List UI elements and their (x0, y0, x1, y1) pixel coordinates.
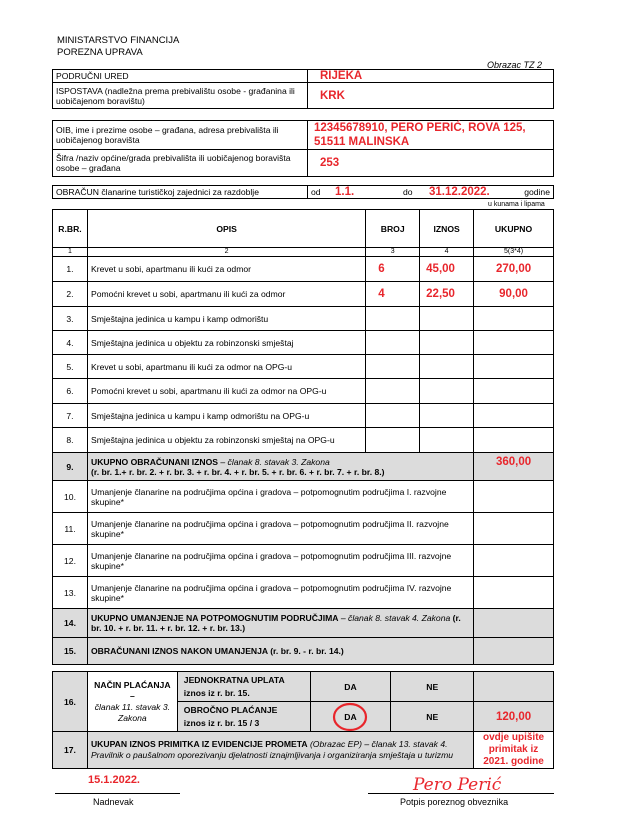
table-row (53, 331, 554, 355)
form-code: Obrazac TZ 2 (487, 60, 543, 70)
office-label: PODRUČNI URED (53, 70, 308, 83)
reduction-total-value[interactable] (474, 609, 554, 638)
row-amount[interactable] (420, 379, 474, 404)
signature-line (368, 793, 554, 794)
reduction-total-row (53, 609, 554, 638)
taxpayer-label: OIB, ime i prezime osobe – građana, adresa prebivališta ili uobičajenog boravišta (53, 121, 308, 150)
row-quantity[interactable] (366, 355, 420, 379)
ministry-title: MINISTARSTVO FINANCIJA (57, 35, 180, 46)
reduction-total-title: UKUPNO UMANJENJE NA POTPOMOGNUTIM PODRUČJIMA (90, 613, 339, 623)
col-number-2: 2 (87, 248, 365, 257)
row-quantity[interactable]: 6 (366, 257, 420, 282)
date-line (55, 793, 180, 794)
total-title: UKUPNO OBRAČUNANI IZNOS (90, 456, 218, 467)
total-value[interactable]: 360,00 (474, 453, 554, 481)
installment-label (177, 702, 310, 732)
period-from-value[interactable]: 1.1. (332, 186, 400, 199)
row-description: Krevet u sobi, apartmanu ili kući za odmor (87, 257, 365, 282)
period-from-label: od (308, 186, 333, 199)
row-number: 4. (53, 331, 88, 355)
col-header-opis: OPIS (87, 210, 365, 248)
row-description: Krevet u sobi, apartmanu ili kući za odmor na OPG-u (87, 355, 365, 379)
receipts-reference: (Obrazac EP) – članak 13. stavak 4. Pravilnik o paušalnom oporezivanju djelatnosti iznajmljivanja i organiziranja smještaja u turizmu (90, 739, 454, 760)
row-total[interactable] (474, 481, 554, 513)
receipts-description (87, 732, 473, 769)
row-amount[interactable] (420, 307, 474, 331)
taxpayer-table (52, 120, 554, 177)
net-amount-formula: (r. br. 9. - r. br. 14.) (267, 646, 344, 656)
table-row (53, 404, 554, 428)
row-number: 6. (53, 379, 88, 404)
row-description: Umanjenje članarine na područjima općina i gradova – potpomognutim područjima I. razvojne skupine* (87, 481, 473, 513)
municipality-value[interactable]: 253 (308, 150, 554, 177)
row-description: Smještajna jedinica u objektu za robinzonski smještaj (87, 331, 365, 355)
row-number: 13. (53, 577, 88, 609)
table-row (53, 428, 554, 453)
office-table (52, 69, 554, 109)
table-row (53, 257, 554, 282)
total-description (87, 453, 473, 481)
col-header-ukupno: UKUPNO (474, 210, 554, 248)
receipts-title: UKUPAN IZNOS PRIMITKA IZ EVIDENCIJE PROMETA (90, 739, 308, 749)
col-number-1: 1 (53, 248, 88, 257)
single-payment-ne-option[interactable]: NE (391, 672, 474, 702)
row-total[interactable] (474, 545, 554, 577)
row-description: Pomoćni krevet u sobi, apartmanu ili kući za odmor (87, 282, 365, 307)
office-value[interactable]: RIJEKA (308, 70, 554, 83)
row-amount[interactable] (420, 404, 474, 428)
single-payment-label (177, 672, 310, 702)
row-quantity[interactable]: 4 (366, 282, 420, 307)
row-number: 11. (53, 513, 88, 545)
period-to-label: do (400, 186, 426, 199)
payment-method-label (87, 672, 177, 732)
row-description: Umanjenje članarine na područjima općina i gradova – potpomognutim područjima III. razvojne skupine* (87, 545, 473, 577)
table-row (53, 355, 554, 379)
row-total[interactable] (474, 513, 554, 545)
reduction-total-reference: – članak 8. stavak 4. Zakona (338, 613, 451, 623)
net-amount-title: OBRAČUNANI IZNOS NAKON UMANJENJA (90, 646, 268, 656)
single-payment-sub: iznos iz r. br. 15. (183, 687, 250, 698)
table-row (53, 545, 554, 577)
total-reference: – članak 8. stavak 3. Zakona (217, 456, 330, 467)
row-number: 3. (53, 307, 88, 331)
single-payment-da-option[interactable]: DA (310, 672, 391, 702)
row-number: 7. (53, 404, 88, 428)
row-total[interactable] (474, 404, 554, 428)
taxpayer-value[interactable] (308, 121, 554, 150)
row-number: 12. (53, 545, 88, 577)
table-row (53, 282, 554, 307)
row-total[interactable] (474, 307, 554, 331)
row-number: 16. (53, 672, 88, 732)
row-quantity[interactable] (366, 428, 420, 453)
row-number: 1. (53, 257, 88, 282)
municipality-label: Šifra /naziv općine/grada prebivališta ili uobičajenog boravišta osobe – građana (53, 150, 308, 177)
row-number: 5. (53, 355, 88, 379)
table-row (53, 481, 554, 513)
row-number: 17. (53, 732, 88, 769)
currency-note: u kunama i lipama (488, 201, 545, 208)
taxpayer-value-line2: 51511 MALINSKA (314, 136, 410, 148)
row-number: 2. (53, 282, 88, 307)
signature-label: Potpis poreznog obveznika (400, 797, 509, 807)
row-amount[interactable]: 45,00 (420, 257, 474, 282)
branch-label: ISPOSTAVA (nadležna prema prebivalištu osobe - građanina ili uobičajenom boravištu) (53, 83, 308, 109)
payment-method-reference: članak 11. stavak 3. Zakona (94, 701, 171, 723)
col-header-rbr: R.BR. (53, 210, 88, 248)
col-number-3: 3 (366, 248, 420, 257)
installment-da-option[interactable] (310, 702, 391, 732)
taxpayer-value-line1: 12345678910, PERO PERIĆ, ROVA 125, (314, 122, 526, 134)
row-number: 15. (53, 638, 88, 665)
single-payment-value[interactable] (474, 672, 554, 702)
row-description: Smještajna jedinica u kampu i kamp odmorištu (87, 307, 365, 331)
payment-method-table (52, 671, 554, 732)
row-total[interactable] (474, 355, 554, 379)
period-year-label: godine (517, 186, 554, 199)
signature[interactable]: Pero Perić (413, 775, 502, 795)
row-quantity[interactable] (366, 379, 420, 404)
installment-ne-option[interactable]: NE (391, 702, 474, 732)
row-description: Smještajna jedinica u kampu i kamp odmorištu na OPG-u (87, 404, 365, 428)
row-amount[interactable] (420, 428, 474, 453)
single-payment-title: JEDNOKRATNA UPLATA (183, 674, 285, 685)
reduction-total-formula: (r. br. 10. + r. br. 11. + r. br. 12. + r. br. 13.) (90, 613, 461, 633)
row-quantity[interactable] (366, 404, 420, 428)
col-number-5: 5(3*4) (474, 248, 554, 257)
col-header-iznos: IZNOS (420, 210, 474, 248)
row-total[interactable]: 270,00 (474, 257, 554, 282)
row-total[interactable] (474, 379, 554, 404)
row-total[interactable] (474, 428, 554, 453)
row-amount[interactable] (420, 355, 474, 379)
net-amount-value[interactable] (474, 638, 554, 665)
row-number: 14. (53, 609, 88, 638)
installment-da-text: DA (344, 711, 357, 722)
installment-sub: iznos iz r. br. 15 / 3 (183, 717, 260, 728)
payment-method-title: NAČIN PLAĆANJA – (94, 679, 171, 701)
net-amount-row (53, 638, 554, 665)
circle-mark-icon (332, 702, 368, 732)
col-header-broj: BROJ (366, 210, 420, 248)
row-description: Umanjenje članarine na područjima općina i gradova – potpomognutim područjima IV. razvojne skupine* (87, 577, 473, 609)
row-number: 8. (53, 428, 88, 453)
date-label: Nadnevak (93, 797, 134, 807)
row-number: 10. (53, 481, 88, 513)
net-amount-description (87, 638, 473, 665)
row-total[interactable] (474, 577, 554, 609)
row-total[interactable] (474, 331, 554, 355)
installment-title: OBROČNO PLAĆANJE (183, 704, 278, 715)
total-formula: (r. br. 1.+ r. br. 2. + r. br. 3. + r. br. 4. + r. br. 5. + r. br. 6. + r. br. 7. + r. br. 8.) (90, 466, 385, 477)
row-total[interactable]: 90,00 (474, 282, 554, 307)
period-to-value[interactable]: 31.12.2022. (426, 186, 517, 199)
table-row (53, 577, 554, 609)
agency-title: POREZNA UPRAVA (57, 47, 143, 58)
period-table (52, 185, 554, 199)
row-description: Pomoćni krevet u sobi, apartmanu ili kući za odmor na OPG-u (87, 379, 365, 404)
date-value[interactable]: 15.1.2022. (88, 774, 140, 786)
row-quantity[interactable] (366, 331, 420, 355)
period-label: OBRAČUN članarine turističkoj zajednici za razdoblje (53, 186, 308, 199)
row-amount[interactable] (420, 331, 474, 355)
row-description: Umanjenje članarine na područjima općina i gradova – potpomognutim područjima II. razvojne skupine* (87, 513, 473, 545)
branch-value[interactable]: KRK (308, 83, 554, 109)
row-quantity[interactable] (366, 307, 420, 331)
receipts-note[interactable]: ovdje upišite primitak iz 2021. godine (474, 732, 554, 769)
row-amount[interactable]: 22,50 (420, 282, 474, 307)
col-number-4: 4 (420, 248, 474, 257)
installment-value[interactable]: 120,00 (474, 702, 554, 732)
table-row (53, 379, 554, 404)
row-description: Smještajna jedinica u objektu za robinzonski smještaj na OPG-u (87, 428, 365, 453)
reduction-total-description (87, 609, 473, 638)
main-table (52, 209, 554, 665)
table-row (53, 307, 554, 331)
receipts-table (52, 731, 554, 769)
row-number: 9. (53, 453, 88, 481)
total-row (53, 453, 554, 481)
table-row (53, 513, 554, 545)
